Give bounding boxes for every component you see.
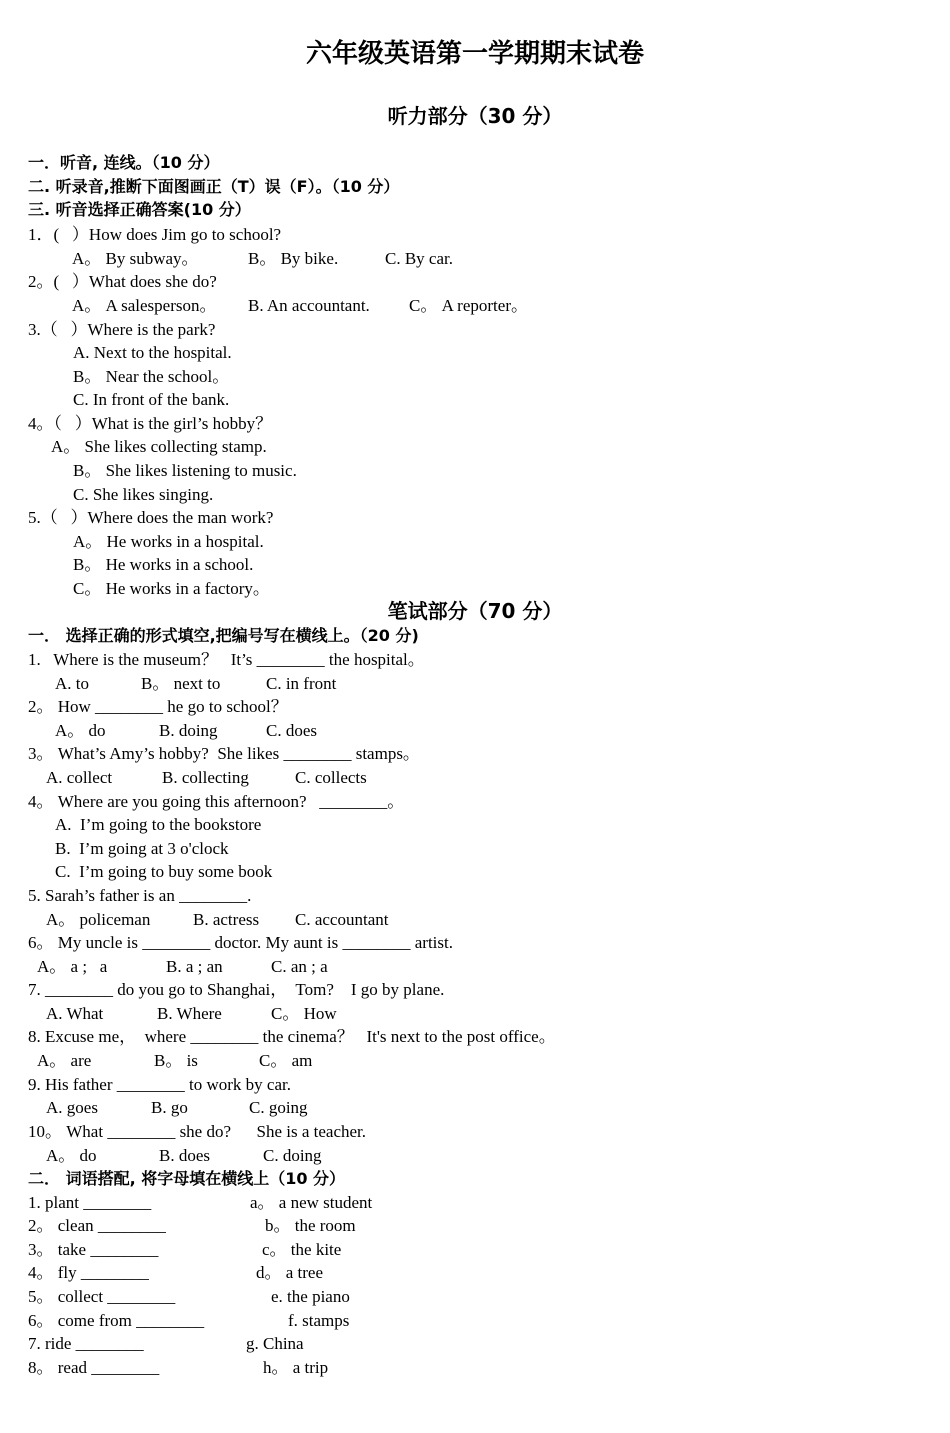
written-option: A. goes — [46, 1098, 98, 1117]
matching-right-item: e. the piano — [271, 1287, 350, 1306]
written-option: A。 a ; a — [37, 957, 108, 976]
written-option: C. I’m going to buy some book — [55, 862, 273, 881]
written-option: A。 are — [37, 1051, 92, 1070]
matching-left-item: 7. ride ________ — [28, 1334, 144, 1353]
written-option: C. accountant — [295, 910, 389, 929]
listening-question: 2。( ）What does she do? — [28, 272, 217, 291]
listening-section-2-heading: 二. 听录音,推断下面图画正（T）误（F）。（10 分） — [28, 177, 400, 196]
matching-left-item: 1. plant ________ — [28, 1193, 152, 1212]
matching-right-item: c。 the kite — [262, 1240, 342, 1259]
listening-option: A。 By subway。 — [72, 249, 199, 268]
matching-right-item: b。 the room — [265, 1216, 356, 1235]
listening-question: 3.（ ）Where is the park? — [28, 320, 216, 339]
listening-option: C。 He works in a factory。 — [73, 579, 270, 598]
listening-section-3-heading: 三. 听音选择正确答案(10 分） — [28, 200, 251, 219]
listening-option: A。 A salesperson。 — [72, 296, 217, 315]
written-option: A. to — [55, 674, 89, 693]
written-option: C. collects — [295, 768, 367, 787]
written-option: B. Where — [157, 1004, 222, 1023]
listening-part-heading: 听力部分（30 分） — [387, 104, 563, 128]
matching-right-item: h。 a trip — [263, 1358, 329, 1377]
listening-option: B。 She likes listening to music. — [73, 461, 297, 480]
written-option: A。 policeman — [46, 910, 151, 929]
written-option: A. collect — [46, 768, 113, 787]
written-option: C. doing — [263, 1146, 322, 1165]
listening-question: 4。（ ）What is the girl’s hobby？ — [28, 414, 273, 433]
written-question: 4。 Where are you going this afternoon? ________。 — [28, 792, 405, 811]
matching-right-item: f. stamps — [288, 1311, 350, 1330]
matching-left-item: 2。 clean ________ — [28, 1216, 166, 1235]
written-question: 2。 How ________ he go to school？ — [28, 697, 288, 716]
matching-right-item: d。 a tree — [256, 1263, 324, 1282]
listening-option: B. An accountant. — [248, 296, 370, 315]
written-option: A. I’m going to the bookstore — [55, 815, 262, 834]
written-option: B. actress — [193, 910, 260, 929]
written-option: A。 do — [55, 721, 106, 740]
written-section-1-heading: 一． 选择正确的形式填空,把编号写在横线上。（20 分) — [28, 626, 419, 645]
written-question: 3。 What’s Amy’s hobby? She likes ________ stamps。 — [28, 744, 420, 763]
listening-question: 1．( ）How does Jim go to school? — [28, 225, 282, 244]
listening-option: C. She likes singing. — [73, 485, 214, 504]
listening-section-1-heading: 一．听音, 连线。（10 分） — [28, 153, 220, 172]
written-option: A. What — [46, 1004, 104, 1023]
listening-option: C. By car. — [385, 249, 453, 268]
page-title: 六年级英语第一学期期末试卷 — [305, 39, 644, 69]
written-option: C. an ; a — [271, 957, 328, 976]
written-option: B. doing — [159, 721, 218, 740]
written-option: B。 is — [154, 1051, 198, 1070]
written-option: C. does — [266, 721, 317, 740]
written-section-2-heading: 二． 词语搭配, 将字母填在横线上（10 分） — [28, 1169, 346, 1188]
written-part-heading: 笔试部分（70 分） — [387, 599, 563, 623]
listening-option: A。 She likes collecting stamp. — [51, 437, 267, 456]
written-question: 9. His father ________ to work by car. — [28, 1075, 291, 1094]
matching-left-item: 8。 read ________ — [28, 1358, 160, 1377]
written-option: B. go — [151, 1098, 188, 1117]
written-option: B. a ; an — [166, 957, 223, 976]
matching-left-item: 3。 take ________ — [28, 1240, 159, 1259]
written-option: C. going — [249, 1098, 308, 1117]
listening-option: C。 A reporter。 — [409, 296, 528, 315]
written-option: B. collecting — [162, 768, 249, 787]
listening-option: C. In front of the bank. — [73, 390, 230, 409]
matching-right-item: g. China — [246, 1334, 304, 1353]
written-option: C. in front — [266, 674, 337, 693]
written-option: B。 next to — [141, 674, 221, 693]
matching-left-item: 6。 come from ________ — [28, 1311, 205, 1330]
listening-option: B。 He works in a school. — [73, 555, 254, 574]
written-question: 5. Sarah’s father is an ________. — [28, 886, 252, 905]
listening-question: 5.（ ）Where does the man work? — [28, 508, 274, 527]
written-question: 6。 My uncle is ________ doctor. My aunt is ________ artist. — [28, 933, 453, 952]
written-option: B. does — [159, 1146, 210, 1165]
written-question: 1. Where is the museum？ It’s ________ the hospital。 — [28, 650, 425, 669]
written-option: A。 do — [46, 1146, 97, 1165]
written-option: C。 How — [271, 1004, 337, 1023]
listening-option: A。 He works in a hospital. — [73, 532, 264, 551]
matching-left-item: 5。 collect ________ — [28, 1287, 176, 1306]
listening-option: B。 By bike. — [248, 249, 339, 268]
written-question: 10。 What ________ she do? She is a teacher. — [28, 1122, 367, 1141]
matching-left-item: 4。 fly ________ — [28, 1263, 149, 1282]
written-question: 8. Excuse me， where ________ the cinema？ It's next to the post office。 — [28, 1027, 556, 1046]
written-option: C。 am — [259, 1051, 313, 1070]
listening-option: B。 Near the school。 — [73, 367, 230, 386]
written-option: B. I’m going at 3 o'clock — [55, 839, 229, 858]
listening-option: A. Next to the hospital. — [73, 343, 232, 362]
written-question: 7. ________ do you go to Shanghai， Tom? I go by plane. — [28, 980, 445, 999]
matching-right-item: a。 a new student — [250, 1193, 373, 1212]
